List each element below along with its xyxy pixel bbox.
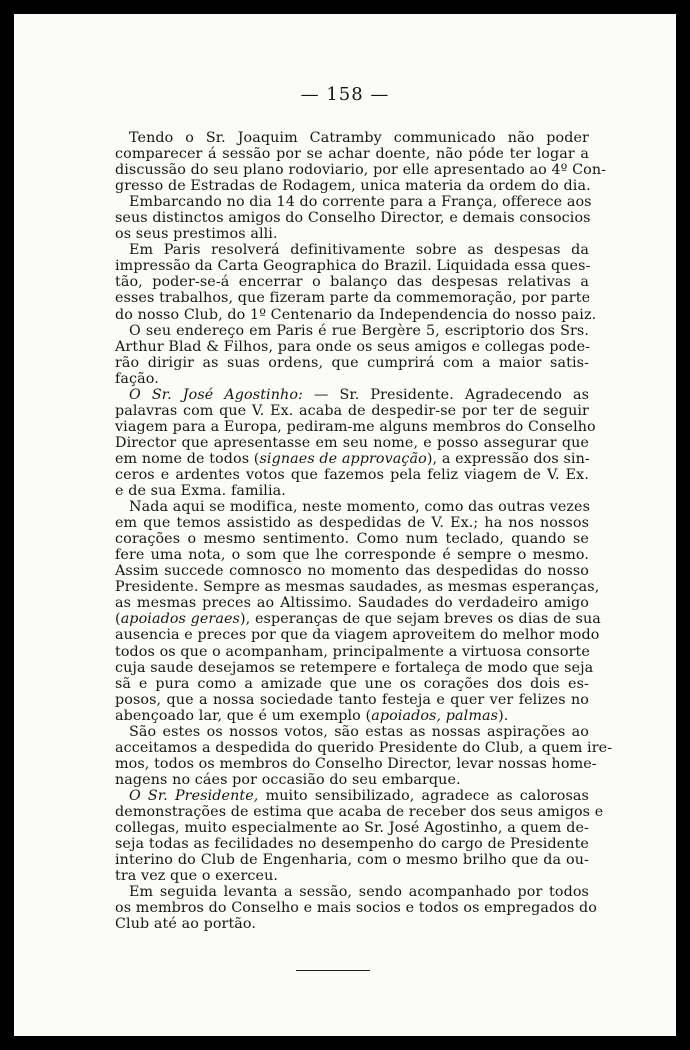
text-line: Em Paris resolverá definitivamente sobre as despesas da <box>129 242 589 259</box>
text-line: e de sua Exma. familia. <box>115 483 286 500</box>
text-line: tão, poder-se-á encerrar o balanço das despesas relativas a <box>115 274 589 291</box>
text-line: nagens no cáes por occasião do seu embarque. <box>115 771 461 788</box>
text-line: impressão da Carta Geographica do Brazil. Liquidada essa ques- <box>115 258 591 275</box>
text-line: ceros e ardentes votos que fazemos pela feliz viagem de V. Ex. <box>115 466 589 483</box>
text-line: (apoiados geraes), esperanças de que sejam breves os dias de sua <box>115 611 601 628</box>
text-line: O Sr. José Agostinho: — Sr. Presidente. Agradecendo as <box>129 386 590 403</box>
text-line: abençoado lar, que é um exemplo (apoiados, palmas). <box>115 707 509 724</box>
text-line: interino do Club de Engenharia, com o mesmo brilho que da ou- <box>115 852 589 869</box>
text-line: em nome de todos (signaes de approvação), a expressão dos sin- <box>115 450 590 467</box>
text-line: ausencia e preces por que da viagem aproveitem do melhor modo <box>115 627 600 644</box>
text-line: acceitamos a despedida do querido Presidente do Club, a quem ire- <box>115 739 613 756</box>
paragraph <box>115 242 597 323</box>
text-line: Arthur Blad & Filhos, para onde os seus amigos e collegas pode- <box>115 338 591 355</box>
text-line: comparecer á sessão por se achar doente, não póde ter logar a <box>115 146 589 163</box>
text-line: fere uma nota, o som que lhe corresponde é sempre o mesmo. <box>115 547 589 564</box>
text-line: esses trabalhos, que fizeram parte da commemoração, por parte <box>115 290 591 307</box>
paragraph <box>115 723 613 788</box>
paragraph <box>115 194 592 243</box>
text-line: Director que apresentasse em seu nome, e posso assegurar que <box>115 434 589 451</box>
text-line: do nosso Club, do 1º Centenario da Independencia do nosso paiz. <box>115 306 597 323</box>
text-line: sã e pura como a amizade que une os corações dos dois es- <box>115 675 589 692</box>
text-line: as mesmas preces ao Altissimo. Saudades do verdadeiro amigo <box>115 595 589 612</box>
closing-rule <box>296 970 370 971</box>
text-line: Tendo o Sr. Joaquim Catramby communicado não poder <box>129 130 589 146</box>
text-line: seja todas as fecilidades no desempenho do cargo de Presidente <box>115 836 589 853</box>
text-line: palavras com que V. Ex. acaba de despedir-se por ter de seguir <box>115 402 589 419</box>
speaker-name: O Sr. José Agostinho: <box>129 386 303 403</box>
text-line: os seus prestimos alli. <box>115 226 278 243</box>
text-line: cuja saude desejamos se retempere e fortaleça de modo que seja <box>115 659 594 676</box>
text-line: viagem para a Europa, pediram-me alguns membros do Conselho <box>115 418 596 435</box>
text-line: rão dirigir as suas ordens, que cumprirá com a maior satis- <box>115 354 589 371</box>
body-text <box>115 130 613 933</box>
text-line: gresso de Estradas de Rodagem, unica materia da ordem do dia. <box>115 178 591 195</box>
paragraph <box>115 499 601 724</box>
text-line: tra vez que o exerceu. <box>115 868 279 885</box>
text-line: São estes os nossos votos, são estas as nossas aspirações ao <box>129 723 589 740</box>
text-line: posos, que a nossa sociedade tanto festeja e quer ver felizes no <box>115 691 589 708</box>
text-line: Em seguida levanta a sessão, sendo acompanhado por todos <box>129 884 589 901</box>
text-line: collegas, muito especialmente ao Sr. José Agostinho, a quem de- <box>115 820 589 837</box>
text-line: seus distinctos amigos do Conselho Director, e demais consocios <box>115 210 591 227</box>
paragraph <box>115 386 596 500</box>
text-line: discussão do seu plano rodoviario, por elle apresentado ao 4º Con- <box>115 162 607 179</box>
text-line: demonstrações de estima que acaba de receber dos seus amigos e <box>115 803 604 820</box>
text-line: Embarcando no dia 14 do corrente para a França, offerece aos <box>129 194 592 211</box>
book-page <box>14 14 676 1036</box>
text-line: Presidente. Sempre as mesmas saudades, as mesmas esperanças, <box>115 579 600 596</box>
text-line: em que temos assistido as despedidas de V. Ex.; ha nos nossos <box>115 515 589 532</box>
text-line: Nada aqui se modifica, neste momento, como das outras vezes <box>129 499 591 516</box>
speaker-name: O Sr. Presidente, <box>129 787 259 804</box>
text-line: todos os que o acompanham, principalmente a virtuosa consorte <box>115 643 590 660</box>
text-line: corações o mesmo sentimento. Como num teclado, quando se <box>115 531 589 548</box>
paragraph <box>115 130 607 195</box>
page-number: — 158 — <box>300 84 390 105</box>
text-line: O Sr. Presidente, muito sensibilizado, agradece as calorosas <box>129 787 589 804</box>
text-line: Assim succede comnosco no momento das despedidas do nosso <box>115 563 589 580</box>
text-line: O seu endereço em Paris é rue Bergère 5, escriptorio dos Srs. <box>129 322 589 339</box>
text-line: Club até ao portão. <box>115 916 257 933</box>
text-line: os membros do Conselho e mais socios e todos os empregados do <box>115 900 598 917</box>
paragraph <box>115 787 604 885</box>
text-line: mos, todos os membros do Conselho Director, levar nossas home- <box>115 755 597 772</box>
text-line: fação. <box>115 370 159 387</box>
paragraph <box>115 323 589 387</box>
paragraph <box>115 884 598 933</box>
